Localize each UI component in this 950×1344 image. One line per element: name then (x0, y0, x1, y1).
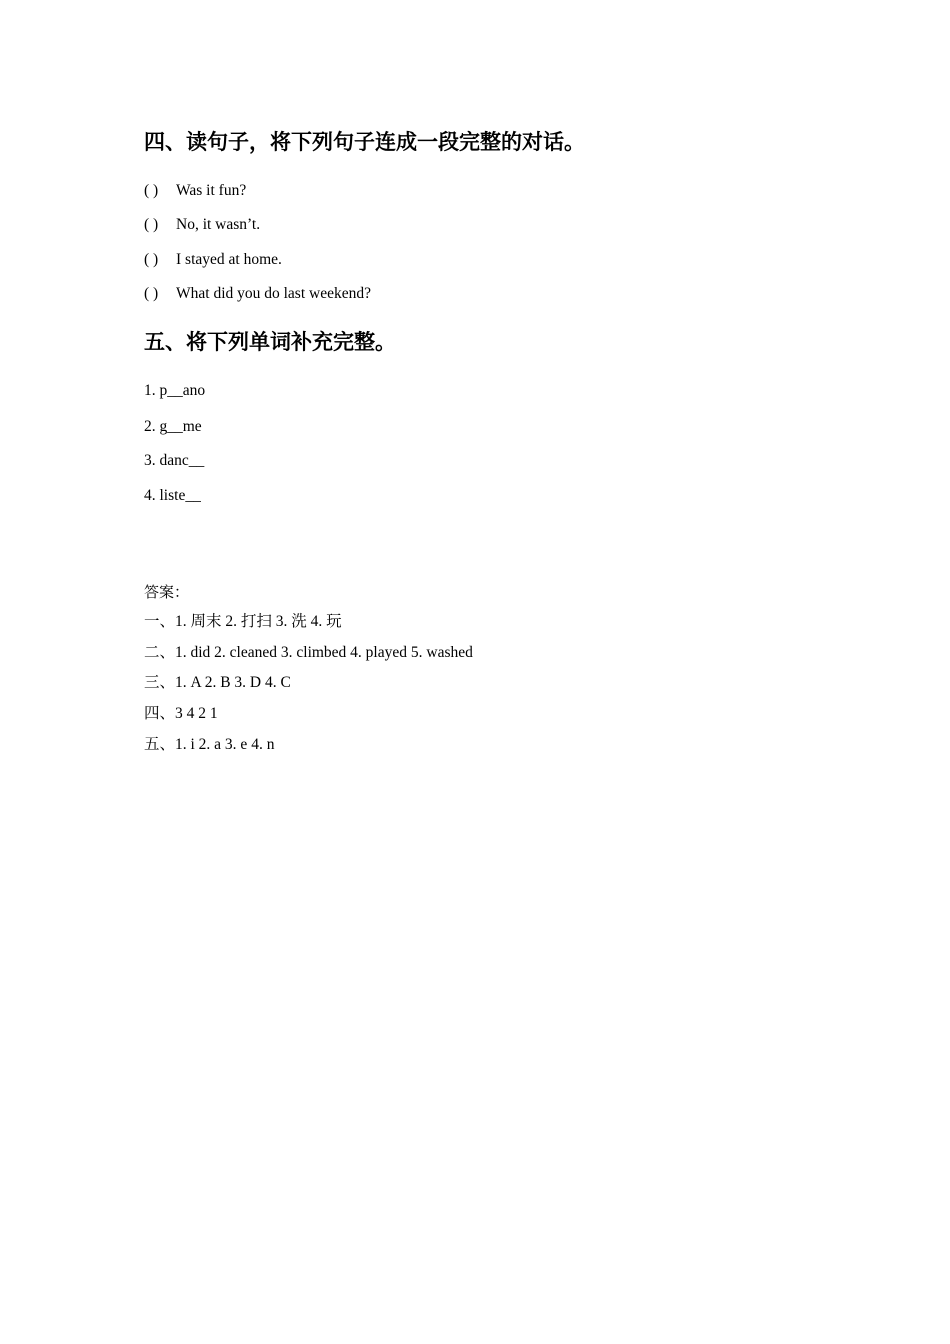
answer-blank: ( ) (144, 216, 159, 233)
answer-blank: ( ) (144, 182, 159, 199)
dialogue-item (144, 284, 371, 304)
word-item: 3. danc__ (144, 452, 205, 469)
section-4-heading: 四、读句子，将下列句子连成一段完整的对话。 (144, 130, 585, 154)
answer-line: 五、1. i 2. a 3. e 4. n (144, 736, 275, 753)
answer-line: 三、1. A 2. B 3. D 4. C (144, 674, 291, 691)
dialogue-item (144, 181, 246, 201)
answer-line: 二、1. did 2. cleaned 3. climbed 4. played 5. washed (144, 644, 473, 661)
dialogue-text: Was it fun? (176, 182, 247, 199)
answers-label: 答案： (144, 583, 190, 601)
word-item: 2. g__me (144, 418, 202, 435)
answer-blank: ( ) (144, 251, 159, 268)
section-5-heading: 五、将下列单词补充完整。 (144, 330, 396, 354)
word-item: 4. liste__ (144, 487, 201, 504)
answer-line: 四、3 4 2 1 (144, 705, 218, 722)
dialogue-text: What did you do last weekend? (176, 285, 371, 302)
dialogue-text: I stayed at home. (176, 251, 282, 268)
answer-line: 一、1. 周末 2. 打扫 3. 洗 4. 玩 (144, 613, 342, 630)
dialogue-item (144, 215, 260, 235)
word-item: 1. p__ano (144, 382, 206, 399)
answer-blank: ( ) (144, 285, 159, 302)
dialogue-item (144, 250, 282, 270)
dialogue-text: No, it wasn’t. (176, 216, 261, 233)
